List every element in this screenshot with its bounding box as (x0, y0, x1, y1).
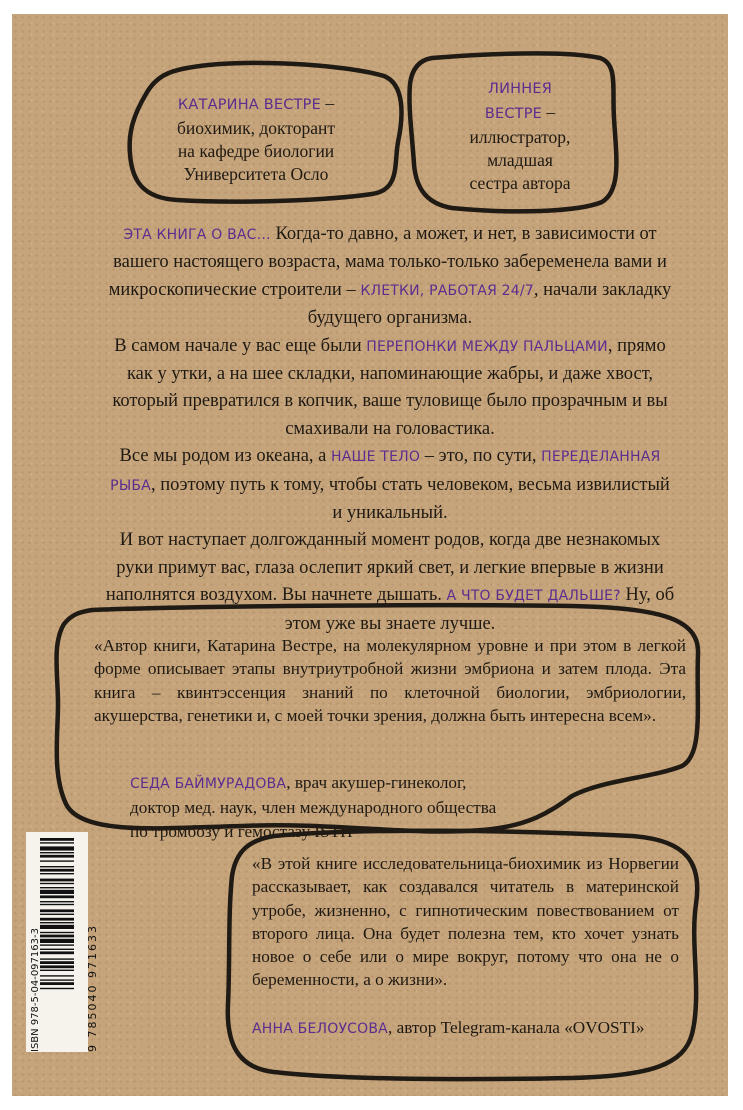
barcode-bar (40, 935, 74, 938)
barcode-bar (40, 873, 74, 874)
annotation-paragraph-1 (104, 221, 676, 333)
barcode-bar (40, 852, 74, 853)
barcode-bar (40, 925, 74, 929)
author-linnea-dash: – (542, 102, 556, 122)
barcode-bar (40, 970, 74, 971)
annotation-text: Когда-то давно, а может, и нет, в зависимости от вашего настоящего возраста, мама только-только забеременела вами и микроскопические строители – (108, 224, 667, 300)
barcode-bar (40, 842, 74, 843)
barcode-bar (40, 887, 74, 888)
annotation-text: , начали закладку будущего организма. (307, 279, 672, 329)
book-annotation (104, 221, 676, 638)
author-katarina-line2: на кафедре биологии (177, 141, 335, 161)
book-back-cover (12, 14, 728, 1096)
isbn-label: ISBN 978-5-04-097163-3 (30, 928, 41, 1052)
author-katarina-dash: – (320, 93, 335, 113)
barcode-bar (40, 883, 74, 884)
barcode-bar (40, 901, 74, 902)
author-katarina-info (140, 92, 372, 186)
author-linnea-info (425, 78, 615, 195)
author-linnea-line2: младшая (487, 150, 553, 170)
highlight-cells: КЛЕТКИ, РАБОТАЯ 24/7 (360, 282, 534, 299)
barcode-bar (40, 895, 74, 898)
barcode-bar (40, 958, 74, 959)
barcode-bar (40, 951, 74, 954)
annotation-text: Все мы родом из океана, а (119, 446, 331, 467)
annotation-paragraph-4 (104, 527, 676, 638)
barcode-bar (40, 922, 74, 923)
annotation-text: – это, по сути, (420, 446, 542, 467)
highlight-what-next: А ЧТО БУДЕТ ДАЛЬШЕ? (446, 588, 621, 605)
barcode-bar (40, 979, 74, 980)
barcode-bar (40, 982, 74, 985)
barcode-bar (40, 846, 74, 850)
author-linnea-name-first: ЛИННЕЯ (488, 81, 552, 97)
barcode-bar (40, 944, 74, 945)
barcode-bar (40, 866, 74, 867)
reviewer-2-name: АННА БЕЛОУСОВА (252, 1021, 388, 1037)
barcode-bar (40, 965, 74, 968)
barcode-bar (40, 838, 74, 841)
author-linnea-line1: иллюстратор, (469, 127, 571, 147)
reviewer-1-role-line3: по тромбозу и гемостазу ISTH (130, 821, 353, 841)
author-katarina-line1: биохимик, докторант (176, 118, 335, 138)
reviewer-1-name: СЕДА БАЙМУРАДОВА (130, 776, 287, 792)
reviewer-1-role: , врач акушер-гинеколог, (286, 773, 467, 792)
highlight-our-body: НАШЕ ТЕЛО (331, 449, 421, 466)
barcode-bar (40, 918, 74, 921)
isbn-digits: 9 785040 971633 (86, 924, 99, 1052)
author-katarina-name: КАТАРИНА ВЕСТРЕ (177, 97, 321, 113)
barcode-bar (40, 855, 74, 858)
annotation-text: , прямо как у утки, а на шее складки, напоминающие жабры, и даже хвост, который превратился в копчик, ваше туловище было прозрачным и вы смахивали на головастика. (112, 335, 668, 439)
barcode-bar (40, 988, 74, 989)
barcode-bar (40, 914, 74, 915)
barcode-bar (40, 932, 74, 933)
review-quote-2-attribution (252, 1016, 692, 1041)
barcode-bar (40, 879, 74, 882)
annotation-text: В самом начале у вас еще были (114, 335, 367, 356)
barcode-bar (40, 869, 74, 872)
barcode-bar (40, 860, 74, 861)
annotation-text: И вот наступает долгожданный момент родов, когда две незнакомых руки примут вас, глаза ослепит яркий свет, и легкие впервые в жизни наполнятся воздухом. Вы начнете дышать. (105, 530, 664, 606)
barcode-bar (40, 961, 74, 964)
annotation-text: , поэтому путь к тому, чтобы стать человеком, весьма извилистый и уникальный. (150, 474, 670, 524)
barcode-bar (40, 909, 74, 912)
annotation-text: Ну, об этом уже вы знаете лучше. (284, 585, 675, 634)
author-linnea-name-last: ВЕСТРЕ (484, 106, 543, 122)
review-quote-1: «Автор книги, Катарина Вестре, на молекулярном уровне и при этом в легкой форме описывает этапы внутриутробной жизни эмбриона и затем плода. Эта книга – квинтэссенция знаний по клеточной биологии, эмбриологии, акушерства, генетики и, с моей точки зрения, должна быть интересна всем». (94, 636, 686, 725)
annotation-paragraph-3 (104, 443, 676, 527)
review-quote-1-attribution (130, 771, 630, 843)
author-katarina-line3: Университета Осло (183, 164, 329, 184)
reviewer-1-role-line2: доктор мед. наук, член международного общества (130, 798, 497, 818)
barcode-bar (40, 939, 74, 943)
highlight-remade-fish: ПЕРЕДЕЛАННАЯ РЫБА (110, 449, 661, 494)
annotation-paragraph-2 (104, 333, 676, 444)
highlight-this-book: ЭТА КНИГА О ВАС… (123, 227, 271, 243)
reviewer-2-role: , автор Telegram-канала «OVOSTI» (387, 1018, 645, 1037)
barcode-bar (40, 975, 74, 976)
author-linnea-line3: сестра автора (469, 173, 571, 193)
barcode-bar (40, 890, 74, 894)
highlight-webbed-fingers: ПЕРЕПОНКИ МЕЖДУ ПАЛЬЦАМИ (366, 338, 608, 355)
review-quote-2: «В этой книге исследовательница-биохимик из Норвегии рассказывает, как создавался читатель в материнской утробе, жизненно, с гипнотическим повествованием от второго лица. Она будет полезна тем, кто хочет узнать новое о себе или о мире вокруг, потому что она не о беременности, а о жизни». (252, 854, 679, 990)
barcode-bar (40, 949, 74, 950)
barcode-bar (40, 904, 74, 905)
